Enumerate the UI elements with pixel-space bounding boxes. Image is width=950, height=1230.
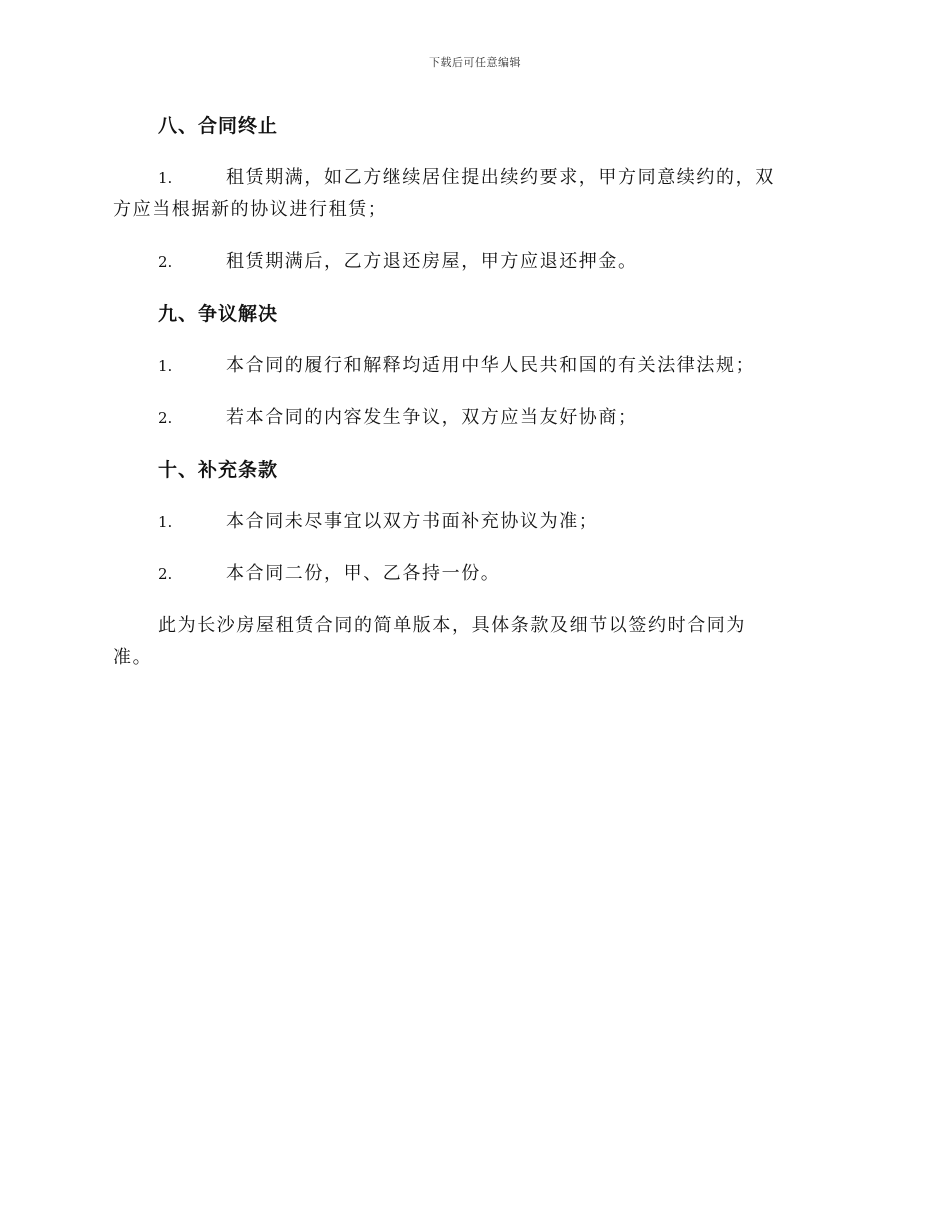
closing-text: 此为长沙房屋租赁合同的简单版本，具体条款及细节以签约时合同为 xyxy=(158,615,746,636)
clause-text: 本合同未尽事宜以双方书面补充协议为准； xyxy=(226,511,599,532)
section-title-supplementary-terms: 十、补充条款 xyxy=(158,459,279,481)
clause-number: 2. xyxy=(158,565,173,583)
document-body xyxy=(113,110,833,674)
clause-number: 1. xyxy=(158,513,173,531)
clause-item xyxy=(113,558,833,590)
clause-item xyxy=(113,350,833,382)
clause-text: 租赁期满后，乙方退还房屋，甲方应退还押金。 xyxy=(226,251,638,272)
clause-item xyxy=(113,162,833,226)
page-header-note: 下载后可任意编辑 xyxy=(429,56,521,69)
clause-text: 本合同二份，甲、乙各持一份。 xyxy=(226,563,501,584)
clause-text: 本合同的履行和解释均适用中华人民共和国的有关法律法规； xyxy=(226,355,756,376)
clause-text-continued: 方应当根据新的协议进行租赁； xyxy=(113,199,388,220)
clause-text: 若本合同的内容发生争议，双方应当友好协商； xyxy=(226,407,638,428)
closing-paragraph xyxy=(113,610,833,674)
clause-number: 1. xyxy=(158,169,173,187)
clause-item xyxy=(113,506,833,538)
clause-text: 租赁期满，如乙方继续居住提出续约要求，甲方同意续约的，双 xyxy=(226,167,775,188)
clause-item xyxy=(113,246,833,278)
clause-number: 1. xyxy=(158,357,173,375)
closing-text-continued: 准。 xyxy=(113,647,153,668)
clause-number: 2. xyxy=(158,253,173,271)
section-title-termination: 八、合同终止 xyxy=(158,115,279,137)
clause-number: 2. xyxy=(158,409,173,427)
clause-item xyxy=(113,402,833,434)
section-title-dispute-resolution: 九、争议解决 xyxy=(158,303,279,325)
